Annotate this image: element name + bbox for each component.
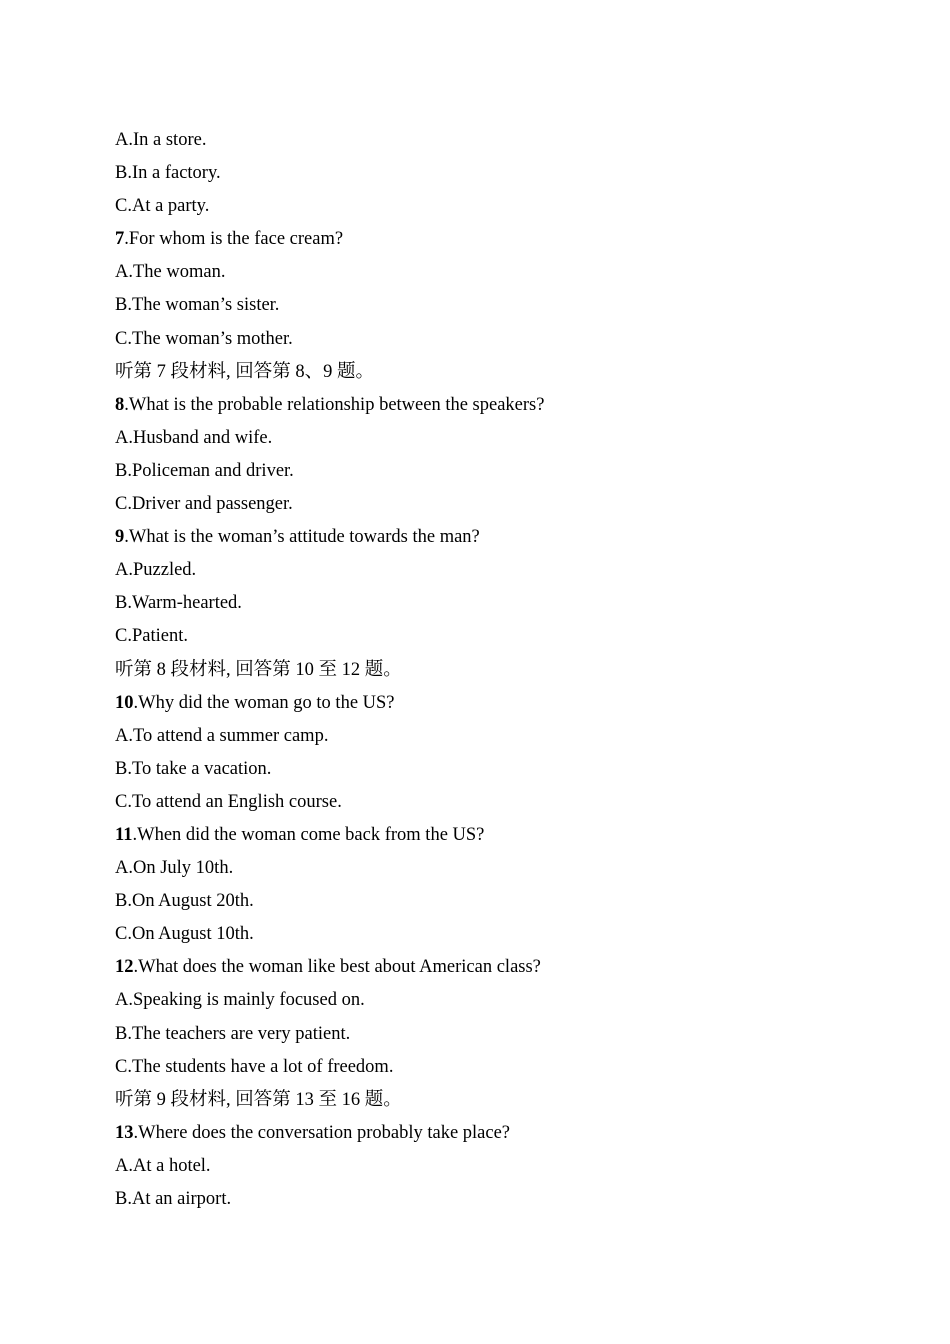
option-line	[115, 323, 875, 356]
option-line	[115, 157, 875, 190]
option-text: C.On August 10th.	[115, 924, 254, 945]
option-text: B.The woman’s sister.	[115, 295, 280, 316]
section-text: 听第 8 段材料, 回答第 10 至 12 题。	[115, 659, 402, 680]
option-text: C.The woman’s mother.	[115, 328, 293, 349]
option-line	[115, 620, 875, 653]
option-text: A.The woman.	[115, 262, 226, 283]
section-heading	[115, 654, 875, 687]
option-line	[115, 984, 875, 1017]
option-text: A.Puzzled.	[115, 560, 197, 581]
option-text: C.To attend an English course.	[115, 791, 342, 812]
section-heading	[115, 1084, 875, 1117]
option-text: A.In a store.	[115, 130, 207, 150]
option-line	[115, 587, 875, 620]
question-number: 11	[115, 824, 133, 845]
option-text: B.In a factory.	[115, 163, 221, 184]
option-line	[115, 488, 875, 521]
question-number: 10	[115, 692, 134, 713]
question-number: 9	[115, 527, 125, 548]
question-text: .For whom is the face cream?	[124, 229, 344, 250]
option-text: B.On August 20th.	[115, 891, 254, 912]
option-text: C.The students have a lot of freedom.	[115, 1056, 394, 1077]
question-number: 13	[115, 1122, 134, 1143]
option-line	[115, 1183, 875, 1216]
option-line	[115, 720, 875, 753]
section-text: 听第 9 段材料, 回答第 13 至 16 题。	[115, 1089, 402, 1110]
option-line	[115, 455, 875, 488]
document-page	[115, 124, 875, 1216]
option-line	[115, 289, 875, 322]
question-text: .Why did the woman go to the US?	[133, 692, 395, 713]
option-text: B.At an airport.	[115, 1189, 232, 1209]
section-heading	[115, 356, 875, 389]
question-text: .What is the probable relationship between the speakers?	[124, 394, 545, 415]
question-line	[115, 389, 875, 422]
option-line	[115, 554, 875, 587]
option-line	[115, 124, 875, 157]
option-text: B.Policeman and driver.	[115, 460, 294, 481]
option-text: A.At a hotel.	[115, 1155, 211, 1176]
option-line	[115, 918, 875, 951]
option-text: C.Patient.	[115, 626, 188, 647]
question-text: .What is the woman’s attitude towards the man?	[124, 527, 480, 548]
question-line	[115, 1117, 875, 1150]
option-line	[115, 885, 875, 918]
question-line	[115, 223, 875, 256]
option-line	[115, 1051, 875, 1084]
option-text: A.On July 10th.	[115, 858, 234, 879]
question-text: .What does the woman like best about American class?	[133, 957, 541, 978]
option-line	[115, 753, 875, 786]
question-text: .Where does the conversation probably take place?	[133, 1122, 511, 1143]
option-line	[115, 1018, 875, 1051]
option-line	[115, 256, 875, 289]
question-line	[115, 819, 875, 852]
option-text: A.To attend a summer camp.	[115, 725, 329, 746]
option-text: B.The teachers are very patient.	[115, 1023, 351, 1044]
section-text: 听第 7 段材料, 回答第 8、9 题。	[115, 361, 375, 382]
option-text: B.Warm-hearted.	[115, 593, 242, 614]
question-line	[115, 687, 875, 720]
option-text: C.Driver and passenger.	[115, 494, 293, 515]
option-line	[115, 1150, 875, 1183]
option-line	[115, 422, 875, 455]
option-text: A.Speaking is mainly focused on.	[115, 990, 365, 1011]
question-line	[115, 951, 875, 984]
option-line	[115, 786, 875, 819]
option-line	[115, 852, 875, 885]
question-text: .When did the woman come back from the US?	[132, 824, 485, 845]
question-line	[115, 521, 875, 554]
option-text: B.To take a vacation.	[115, 758, 272, 779]
option-text: A.Husband and wife.	[115, 427, 273, 448]
option-line	[115, 190, 875, 223]
question-number: 7	[115, 229, 125, 250]
question-number: 12	[115, 957, 134, 978]
question-number: 8	[115, 394, 125, 415]
option-text: C.At a party.	[115, 196, 210, 217]
